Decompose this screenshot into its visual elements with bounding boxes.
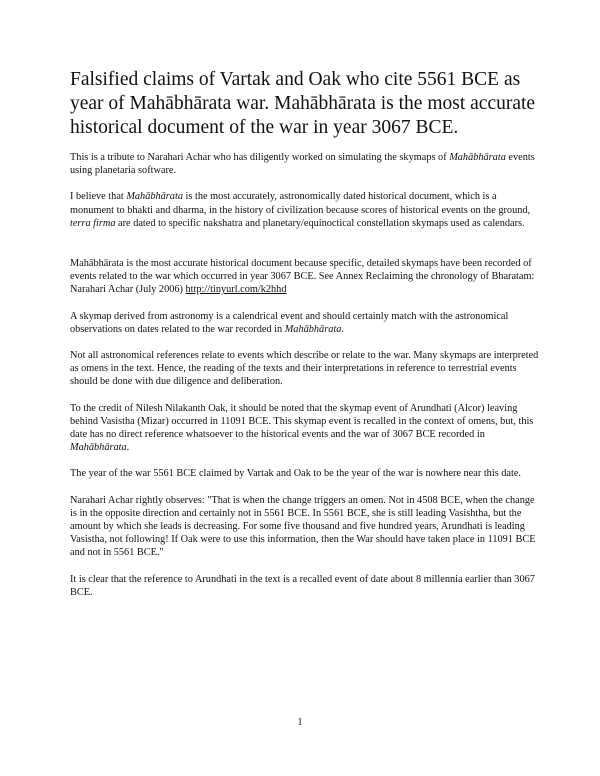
paragraph-accurate bbox=[70, 257, 540, 297]
paragraph-believe bbox=[70, 190, 540, 230]
believe-text-2: is the most accurately, astronomically dated historical document, which is a monument to bhakti and dharma, in the history of civilization because scores of historical events on the ground, bbox=[70, 191, 531, 216]
skymap-italic-mahabharata: Mahābhārata bbox=[284, 323, 342, 335]
paragraph-credit bbox=[70, 402, 540, 455]
tribute-text-1: This is a tribute to Narahari Achar who has diligently worked on simulating the skymaps of bbox=[70, 152, 450, 163]
paragraph-year: The year of the war 5561 BCE claimed by Vartak and Oak to be the year of the war is nowhere near this date. bbox=[70, 468, 521, 480]
believe-italic-terra-firma: terra firma bbox=[70, 217, 116, 229]
paragraph-conclusion: It is clear that the reference to Arundhati in the text is a recalled event of date about 8 millennia earlier than 3067 BCE. bbox=[70, 573, 535, 598]
credit-text-1: To the credit of Nilesh Nilakanth Oak, it should be noted that the skymap event of Arundhati (Alcor) leaving behind Vasistha (Mizar) occurred in 11091 BCE. This skymap event is recalled in the context of omens, but, this date has no direct reference whatsoever to the historical events and the war of 3067 BCE recorded in bbox=[70, 402, 534, 441]
paragraph-tribute bbox=[70, 151, 540, 177]
credit-italic-mahabharata: Mahābhārata bbox=[70, 442, 127, 454]
paragraph-skymap bbox=[70, 310, 540, 336]
annex-link[interactable]: http://tinyurl.com/k2hhd bbox=[185, 284, 287, 296]
believe-italic-mahabharata: Mahābhārata bbox=[126, 191, 183, 203]
paragraph-narahari-quote: Narahari Achar rightly observes: "That is when the change triggers an omen. Not in 4508 BCE, when the change is in the opposite direction and certainly not in 5561 BCE. In 5561 BCE, she is still leading Vasishtha, but the amount by which she leads is decreasing. For some five thousand and five hundred years, Arundhati is leading Vasistha, not following! If Oak were to use this information, then the War should have taken place in 11091 BCE and not in 5561 BCE." bbox=[70, 494, 536, 559]
paragraph-not-all: Not all astronomical references relate to events which describe or relate to the war. Many skymaps are interpreted as omens in the text. Hence, the reading of the texts and their interpretations in reference to terrestrial events should be done with due diligence and deliberation. bbox=[70, 350, 539, 388]
accurate-text-1: Mahābhārata is the most accurate historical document because specific, detailed skymaps have been recorded of events related to the war which occurred in year 3067 BCE. See Annex Reclaiming the chronology of Bharatam: Narahari Achar (July 2006) bbox=[70, 258, 535, 296]
tribute-italic-mahabharata: Mahābhārata bbox=[449, 152, 506, 163]
document-body bbox=[70, 68, 540, 599]
believe-text-3: are dated to specific nakshatra and planetary/equinoctical constellation skymaps used as calendars. bbox=[115, 217, 525, 229]
skymap-text-2: . bbox=[341, 323, 344, 335]
believe-text-1: I believe that bbox=[70, 191, 127, 203]
page-number: 1 bbox=[297, 717, 303, 728]
document-title: Falsified claims of Vartak and Oak who cite 5561 BCE as year of Mahābhārata war. Mahābhārata is the most accurate historical document of the war in year 3067 BCE. bbox=[70, 69, 536, 138]
tribute-text-2: events using planetaria software. bbox=[70, 152, 535, 177]
credit-text-2: . bbox=[126, 442, 130, 454]
skymap-text-1: A skymap derived from astronomy is a calendrical event and should certainly match with the astronomical observations on dates related to the war recorded in bbox=[70, 310, 509, 335]
